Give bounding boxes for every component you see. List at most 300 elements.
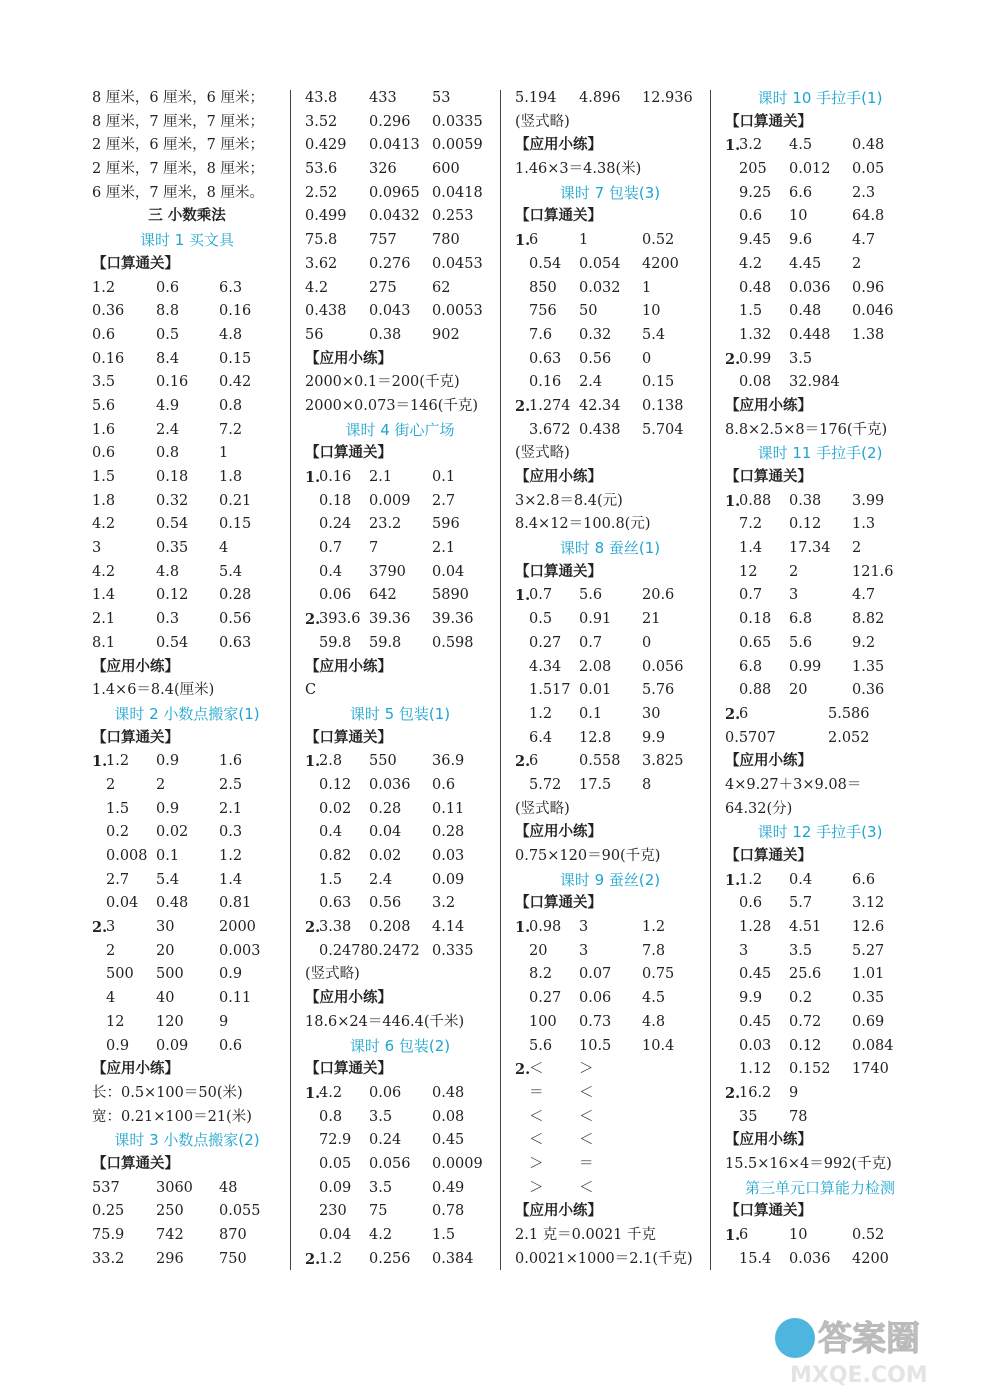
answer-value: 0.16 (156, 374, 189, 391)
answer-value: 0.48 (852, 137, 885, 154)
answer-value: 8.4 (156, 350, 180, 367)
answer-row (92, 1224, 282, 1248)
answer-value: 1.2 (92, 279, 116, 296)
answer-value: 23.2 (369, 516, 402, 533)
answer-value: 2.52 (305, 184, 338, 201)
answer-value: 2000 (219, 919, 256, 936)
answer-value: 0.65 (739, 634, 772, 651)
answer-value: 42.34 (579, 397, 621, 414)
answer-value: 5.27 (852, 942, 885, 959)
answer-value: 17.5 (579, 776, 612, 793)
answer-value: 1.4 (92, 587, 116, 604)
section-heading: 【口算通关】 (515, 563, 602, 580)
answer-value: 121.6 (852, 563, 894, 580)
section-heading: 【口算通关】 (305, 445, 392, 462)
answer-value: 0.52 (642, 232, 675, 249)
section-heading: 【口算通关】 (725, 469, 812, 485)
answer-value: 10 (789, 208, 808, 225)
answer-row (725, 963, 915, 987)
answer-value: 8.1 (92, 634, 116, 651)
answer-value: 4.5 (642, 990, 666, 1007)
answer-value: 0.0413 (369, 137, 420, 154)
watermark-text: 答案圈 (818, 1319, 920, 1359)
answer-row (305, 584, 495, 608)
answer-value: 0.256 (369, 1250, 411, 1267)
answer-row (92, 1035, 282, 1059)
column-3 (515, 87, 705, 1271)
answer-row (305, 134, 495, 158)
answer-line: 18.6×24＝446.4(千米) (305, 1013, 465, 1030)
answer-value: 5.7 (789, 895, 813, 912)
answer-value: 2.4 (156, 421, 180, 438)
answer-value: 0.91 (579, 611, 612, 628)
answer-value: 3.2 (432, 895, 456, 912)
answer-value: ＞ (529, 1155, 544, 1172)
answer-value: 5.6 (92, 397, 116, 414)
answer-row (725, 869, 915, 893)
answer-row (515, 419, 705, 443)
question-number: 1. (725, 1227, 741, 1244)
answer-value: 3.5 (369, 1108, 393, 1125)
answer-value: 2.8 (319, 753, 343, 770)
answer-value: 3.38 (319, 919, 352, 936)
answer-value: 59.8 (369, 634, 402, 651)
answer-value: 0.04 (369, 824, 402, 841)
answer-value: 1.517 (529, 682, 571, 699)
answer-value: 39.36 (369, 611, 411, 628)
answer-value: 1.4 (219, 871, 243, 888)
answer-line: 2000×0.073＝146(千克) (305, 397, 479, 414)
answer-value: 0.09 (432, 871, 465, 888)
answer-value: 33.2 (92, 1250, 125, 1267)
answer-value: 0.18 (319, 492, 352, 509)
answer-row (305, 205, 495, 229)
answer-value: 0.06 (319, 587, 352, 604)
answer-value: 0.06 (579, 990, 612, 1007)
answer-value: 1.2 (319, 1250, 343, 1267)
answer-value: 0.01 (579, 682, 612, 699)
answer-value: ＜ (529, 1061, 544, 1078)
answer-row (305, 87, 495, 111)
lesson-title: 课时 5 包装(1) (349, 704, 451, 723)
answer-value: 6 (529, 232, 539, 249)
question-number: 1. (725, 871, 741, 889)
answer-value: 6.3 (219, 279, 243, 296)
answer-value: 6.4 (529, 729, 553, 746)
answer-value: 3.5 (789, 350, 813, 367)
answer-value: 4.5 (789, 137, 813, 154)
answer-row (725, 205, 915, 229)
answer-value: 1.5 (319, 871, 343, 888)
answer-row (725, 1224, 915, 1248)
answer-value: 1.32 (739, 326, 772, 343)
answer-value: 0.02 (156, 824, 189, 841)
answer-value: 0.96 (852, 279, 885, 296)
answer-value: 9.6 (789, 232, 813, 249)
answer-value: 0.0053 (432, 303, 483, 320)
answer-value: 0.9 (106, 1037, 130, 1054)
watermark-logo (770, 1300, 970, 1390)
answer-value: 25.6 (789, 966, 822, 983)
answer-value: 1.8 (92, 492, 116, 509)
question-number: 2. (305, 919, 321, 937)
answer-value: 21 (642, 611, 661, 628)
answer-row (725, 584, 915, 608)
answer-value: 0.63 (529, 350, 562, 367)
answer-value: 50 (579, 303, 598, 320)
answer-value: 1.5 (106, 800, 130, 817)
answer-row (515, 940, 705, 964)
answer-value: 550 (369, 753, 397, 770)
answer-value: 3.5 (369, 1179, 393, 1196)
answer-row (515, 395, 705, 419)
answer-value: 0.16 (92, 350, 125, 367)
answer-value: 433 (369, 90, 397, 106)
answer-value: 100 (529, 1013, 557, 1030)
answer-value: 0.5707 (725, 729, 776, 746)
answer-value: 56 (305, 326, 324, 343)
answer-value: 3.62 (305, 255, 338, 272)
answer-value: 0.6 (432, 776, 456, 793)
answer-value: 10 (642, 303, 661, 320)
answer-value: 39.36 (432, 611, 474, 628)
answer-value: 16.2 (739, 1084, 772, 1101)
answer-value: 0.09 (156, 1037, 189, 1054)
answer-line: 6 厘米，7 厘米，8 厘米。 (92, 184, 265, 201)
answer-value: 742 (156, 1227, 184, 1243)
answer-row (92, 395, 282, 419)
section-heading: 【应用小练】 (305, 658, 392, 675)
answer-value: 600 (432, 161, 460, 178)
section-heading: 【口算通关】 (305, 729, 392, 746)
answer-value: 12.936 (642, 90, 693, 106)
answer-value: 0.429 (305, 137, 347, 154)
answer-value: 0.99 (739, 350, 772, 367)
answer-value: 1.38 (852, 326, 885, 343)
answer-value: 2.7 (432, 492, 456, 509)
section-heading: 【应用小练】 (725, 1132, 812, 1149)
answer-line: 2 厘米，7 厘米，8 厘米； (92, 161, 265, 178)
answer-value: 0.296 (369, 113, 411, 130)
answer-row (725, 987, 915, 1011)
answer-value: 5.72 (529, 776, 562, 793)
answer-row (515, 1058, 705, 1082)
answer-value: 0.32 (579, 326, 612, 343)
answer-value: 15.4 (739, 1250, 772, 1267)
answer-value: 20 (529, 942, 548, 959)
answer-row (725, 348, 915, 372)
answer-value: 0.28 (369, 800, 402, 817)
answer-row (92, 371, 282, 395)
answer-value: 6.6 (852, 871, 876, 888)
section-heading: 【应用小练】 (305, 350, 392, 367)
answer-value: 0.27 (529, 990, 562, 1007)
answer-value: 9.25 (739, 184, 772, 201)
answer-value: 1.2 (529, 705, 553, 722)
answer-value: 35 (739, 1108, 758, 1125)
answer-value: 3.5 (92, 374, 116, 391)
answer-value: 3 (789, 587, 799, 604)
column-divider (500, 90, 501, 1270)
section-heading: 【应用小练】 (725, 397, 812, 414)
answer-row (92, 1248, 282, 1272)
answer-value: 2 (789, 563, 799, 580)
answer-line: (竖式略) (515, 800, 570, 817)
unit-title: 三 小数乘法 (148, 208, 226, 225)
answer-value: 0.276 (369, 255, 411, 272)
section-heading: 【应用小练】 (515, 469, 602, 485)
answer-value: 40 (156, 990, 175, 1007)
answer-value: 0.35 (852, 990, 885, 1007)
answer-row (305, 916, 495, 940)
answer-value: 1.4 (739, 540, 763, 557)
answer-value: 4.7 (852, 232, 876, 249)
answer-value: 0.6 (92, 326, 116, 343)
answer-value: 4.8 (156, 563, 180, 580)
answer-value: 0.45 (432, 1132, 465, 1149)
answer-value: 0.6 (92, 445, 116, 462)
answer-row (305, 466, 495, 490)
answer-value: 6.6 (789, 184, 813, 201)
answer-row (92, 916, 282, 940)
answer-value: 0.75 (642, 966, 675, 983)
answer-value: 5.4 (219, 563, 243, 580)
answer-value: 0.6 (739, 895, 763, 912)
answer-value: 275 (369, 279, 397, 296)
answer-value: 0.036 (369, 776, 411, 793)
answer-value: 0.4 (319, 824, 343, 841)
question-number: 2. (725, 350, 741, 368)
answer-value: 5.4 (156, 871, 180, 888)
answer-value: 8.82 (852, 611, 885, 628)
section-heading: 【口算通关】 (92, 1155, 179, 1172)
answer-line: 2000×0.1＝200(千克) (305, 374, 460, 391)
answer-row (305, 1082, 495, 1106)
answer-row (305, 300, 495, 324)
answer-value: 36.9 (432, 753, 465, 770)
answer-row (725, 1248, 915, 1272)
answer-value: 1.2 (739, 871, 763, 888)
answer-value: 6 (739, 705, 749, 722)
answer-row (725, 182, 915, 206)
answer-value: 9.9 (739, 990, 763, 1007)
answer-value: 1.5 (432, 1227, 456, 1243)
answer-value: 7 (369, 540, 379, 557)
answer-value: 296 (156, 1250, 184, 1267)
answer-value: 3.12 (852, 895, 885, 912)
answer-value: 0.5 (529, 611, 553, 628)
answer-row (92, 513, 282, 537)
lesson-title: 课时 2 小数点搬家(1) (114, 704, 260, 723)
answer-row (305, 1177, 495, 1201)
answer-row (92, 324, 282, 348)
answer-row (725, 1058, 915, 1082)
answer-row (515, 1177, 705, 1201)
answer-value: 4.896 (579, 90, 621, 106)
answer-value: 5.194 (515, 90, 557, 106)
answer-value: 0.11 (219, 990, 252, 1007)
answer-value: 0.4 (319, 563, 343, 580)
answer-value: 0.16 (529, 374, 562, 391)
question-number: 2. (515, 1061, 531, 1079)
lesson-title: 课时 8 蚕丝(1) (559, 539, 661, 558)
answer-row (305, 1153, 495, 1177)
column-1 (92, 87, 282, 1271)
answer-value: 9 (789, 1084, 799, 1101)
answer-value: 4.2 (739, 255, 763, 272)
answer-row (92, 892, 282, 916)
answer-row (725, 300, 915, 324)
answer-value: 0.055 (219, 1203, 261, 1220)
answer-value: 0.12 (319, 776, 352, 793)
question-number: 1. (305, 469, 321, 486)
answer-value: 0.15 (642, 374, 675, 391)
answer-line: 宽：0.21×100＝21(米) (92, 1108, 252, 1125)
answer-value: 3 (579, 919, 589, 936)
answer-value: 2 (156, 776, 166, 793)
answer-value: 0.54 (529, 255, 562, 272)
answer-value: 5.4 (642, 326, 666, 343)
answer-row (515, 1011, 705, 1035)
answer-row (515, 774, 705, 798)
answer-value: 4.14 (432, 919, 465, 936)
answer-value: 0.04 (432, 563, 465, 580)
answer-line: (竖式略) (305, 966, 360, 983)
answer-value: 0.3 (156, 611, 180, 628)
answer-value: 20 (789, 682, 808, 699)
answer-row (92, 584, 282, 608)
answer-value: 20 (156, 942, 175, 959)
answer-line: 长：0.5×100＝50(米) (92, 1084, 243, 1101)
answer-row (515, 1082, 705, 1106)
question-number: 1. (515, 919, 531, 937)
answer-row (305, 111, 495, 135)
answer-value: ＞ (529, 1179, 544, 1196)
answer-row (515, 324, 705, 348)
answer-value: 0.208 (369, 919, 411, 936)
answer-value: 0.7 (579, 634, 603, 651)
answer-value: 0.8 (156, 445, 180, 462)
answer-value: 0.35 (156, 540, 189, 557)
answer-value: 0.054 (579, 255, 621, 272)
answer-value: 0.18 (156, 469, 189, 485)
answer-value: 0.152 (789, 1061, 831, 1078)
answer-line: 8 厘米，6 厘米，6 厘米； (92, 90, 265, 106)
answer-value: 0.04 (319, 1227, 352, 1243)
answer-value: 0.03 (739, 1037, 772, 1054)
question-number: 2. (305, 611, 321, 629)
question-number: 1. (515, 587, 531, 605)
answer-row (92, 490, 282, 514)
answer-row (305, 1129, 495, 1153)
answer-value: 0.16 (219, 303, 252, 320)
section-heading: 【应用小练】 (515, 1203, 602, 1220)
answer-value: 5.704 (642, 421, 684, 438)
section-heading: 【口算通关】 (515, 895, 602, 912)
answer-row (305, 1248, 495, 1272)
answer-row (305, 845, 495, 869)
lesson-title: 课时 3 小数点搬家(2) (114, 1131, 260, 1150)
answer-value: 8.8 (156, 303, 180, 320)
answer-value: 0.16 (319, 469, 352, 485)
answer-value: 3 (92, 540, 102, 557)
answer-value: 2.1 (92, 611, 116, 628)
answer-value: 0.63 (319, 895, 352, 912)
answer-value: 0.08 (432, 1108, 465, 1125)
answer-value: 1.2 (219, 848, 243, 864)
answer-row (725, 940, 915, 964)
question-number: 2. (515, 753, 531, 771)
answer-line: 15.5×16×4＝992(千克) (725, 1155, 892, 1172)
answer-value: 0.003 (219, 942, 261, 959)
answer-value: 0.0432 (369, 208, 420, 225)
answer-value: 10.5 (579, 1037, 612, 1054)
answer-value: 3 (106, 919, 116, 936)
answer-value: 4.2 (305, 279, 329, 296)
answer-value: 0.008 (106, 848, 148, 864)
answer-value: 0.36 (92, 303, 125, 320)
answer-value: 780 (432, 232, 460, 249)
answer-line: 4×9.27＋3×9.08＝ (725, 776, 862, 793)
answer-value: 0.48 (432, 1084, 465, 1101)
section-heading: 【应用小练】 (92, 1061, 179, 1078)
section-heading: 【口算通关】 (725, 113, 812, 130)
answer-value: 3.52 (305, 113, 338, 130)
answer-value: 0.0453 (432, 255, 483, 272)
answer-value: 7.6 (529, 326, 553, 343)
answer-row (725, 632, 915, 656)
answer-value: 205 (739, 161, 767, 178)
answer-value: 2 (106, 942, 116, 959)
column-divider (290, 90, 291, 1270)
answer-value: 4 (106, 990, 116, 1007)
answer-value: 0.9 (156, 800, 180, 817)
answer-value: 0.08 (739, 374, 772, 391)
answer-value: 1.274 (529, 397, 571, 414)
answer-line: 8 厘米，7 厘米，7 厘米； (92, 113, 265, 130)
answer-row (305, 229, 495, 253)
answer-value: ＝ (529, 1084, 544, 1101)
answer-value: 0.38 (369, 326, 402, 343)
answer-value: 53.6 (305, 161, 338, 178)
answer-value: 0.598 (432, 634, 474, 651)
answer-value: 1 (219, 445, 229, 462)
answer-value: 0.0009 (432, 1155, 483, 1172)
answer-value: 5.76 (642, 682, 675, 699)
answer-value: 3.99 (852, 492, 885, 509)
answer-value: 4.2 (319, 1084, 343, 1101)
answer-row (725, 490, 915, 514)
answer-row (515, 703, 705, 727)
answer-value: 0.5 (156, 326, 180, 343)
answer-row (92, 632, 282, 656)
answer-value: 326 (369, 161, 397, 178)
answer-row (515, 348, 705, 372)
answer-row (92, 537, 282, 561)
answer-row (515, 1035, 705, 1059)
answer-row (305, 1106, 495, 1130)
answer-value: 0.1 (432, 469, 456, 485)
answer-value: 0.88 (739, 682, 772, 699)
section-heading: 【口算通关】 (92, 255, 179, 272)
lesson-title: 课时 12 手拉手(3) (757, 823, 883, 842)
answer-value: 0.9 (219, 966, 243, 983)
answer-row (725, 679, 915, 703)
answer-value: 1 (579, 232, 589, 249)
answer-value: 3.5 (789, 942, 813, 959)
answer-value: 17.34 (789, 540, 831, 557)
answer-row (725, 656, 915, 680)
